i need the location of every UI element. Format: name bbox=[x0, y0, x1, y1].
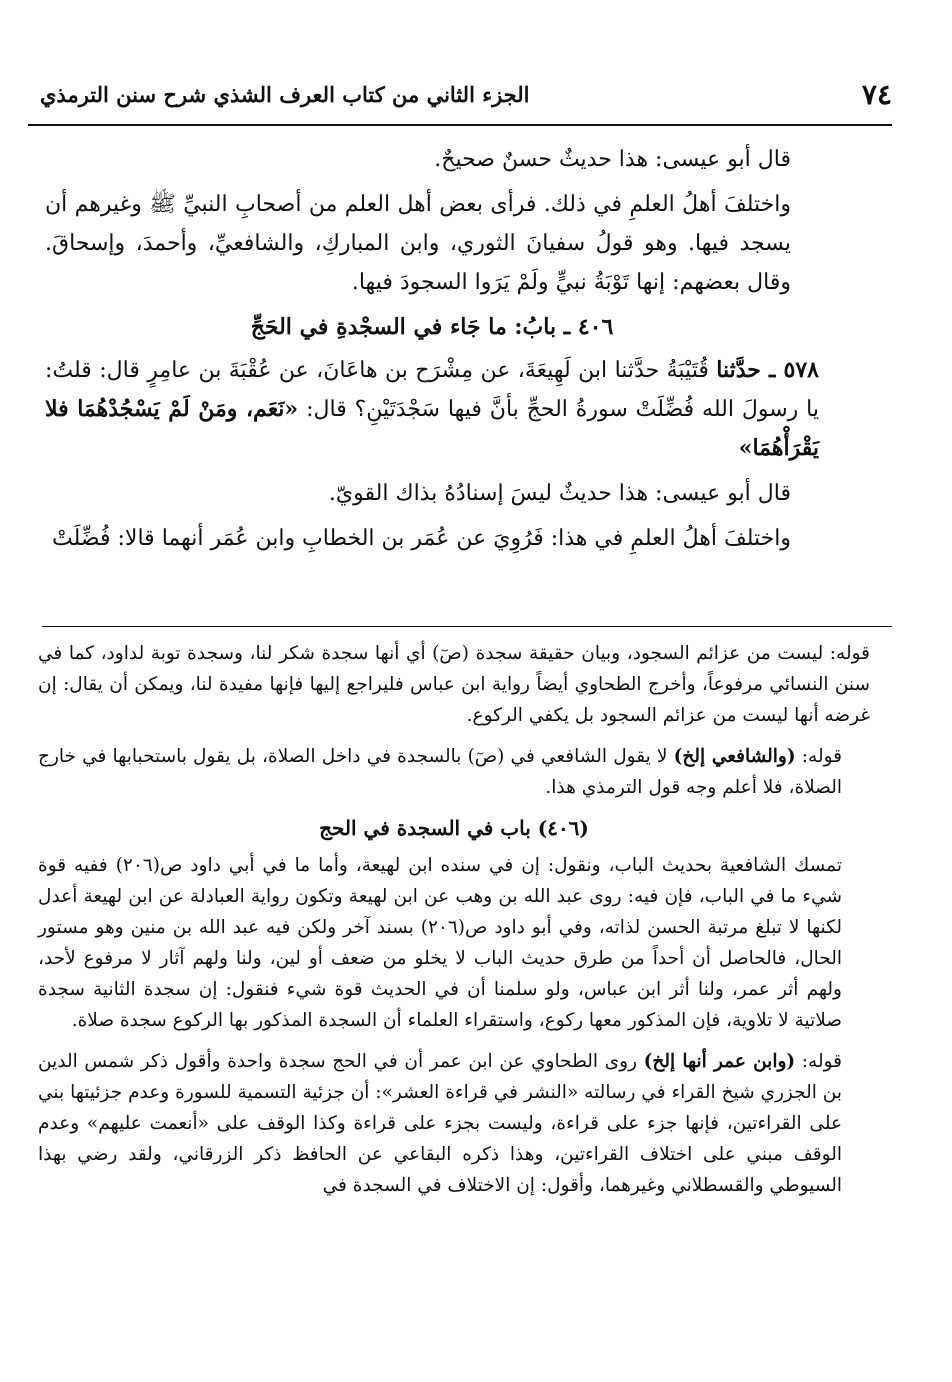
page-number: ٧٤ bbox=[861, 78, 892, 111]
note-2-text: لا يقول الشافعي في (صٓ) بالسجدة في داخل الصلاة، بل يقول باستحبابها في خارج الصلاة، فلا أعلم وجه قول الترمذي هذا. bbox=[38, 746, 842, 798]
note-4-text: روى الطحاوي عن ابن عمر أن في الحج سجدة واحدة وأقول ذكر شمس الدين بن الجزري شيخ القراء في رسالته «النشر في قراءة العشر»: أن جزئية التسمية للسورة وعدم جزئيتها بني على القراءتين، فإنها جزء على قراءة، وليست بجزء على قراءة وكذا الوقف على «أنعمت عليهم» وعدم الوقف مبني على اختلاف القراءتين، وهذا ذكره البقاعي عن الحافظ ذكر الزرقاني، ولقد رضي بهذا السيوطي والقسطلاني وغيرهما، وأقول: إن الاختلاف في السجدة في bbox=[38, 1051, 842, 1196]
main-text bbox=[45, 140, 819, 564]
note-4-lead: قوله: bbox=[801, 1051, 842, 1072]
commentary bbox=[38, 638, 870, 1211]
note-3: تمسك الشافعية بحديث الباب، ونقول: إن في سنده ابن لهيعة، وأما ما في أبي داود ص(٢٠٦) ففيه قوة شيء ما في الباب، فإن فيه: روى عبد الله بن وهب عن ابن لهيعة وتكون رواية العبادلة عن ابن لهيعة أعدل لكنها لا تبلغ مرتبة الحسن لذاته، وفي أبو داود ص(٢٠٦) بسند آخر ولكن فيه عبد الله بن منين وهو مستور الحال، فالحاصل أن أحداً من طرق حديث الباب لا يخلو من ضعف أو لين، ولنا ولهم آثار لا مرفوع لأحد، ولهم أثر عمر، ولنا أثر ابن عباس، ولو سلمنا أن في الحديث قوة شيء فنقول: إن سجدة الثانية سجدة صلاتية لا تلاوية، فإن المذكور معها ركوع، واستقراء العلماء أن السجدة المذكور بها الركوع سجدة صلاة. bbox=[38, 855, 842, 1031]
header-rule bbox=[28, 124, 892, 126]
chapter-heading: ٤٠٦ ـ بابُ: ما جَاء في السجْدةِ في الحَجِّ bbox=[250, 314, 614, 340]
paragraph-4: واختلفَ أهلُ العلمِ في هذا: فَرُوِيَ عن عُمَر بن الخطابِ وابن عُمَر أنهما قالا: فُضِّلَتْ bbox=[52, 526, 791, 551]
running-header bbox=[40, 78, 892, 118]
hadith-text: قُتَيْبَةُ حدَّثنا ابن لَهِيعَةَ، عن مِشْرَح بن هاعَانَ، عن عُقْبَةَ بن عامِرٍ قال: قلتُ: يا رسولَ الله فُضِّلَتْ سورةُ الحجِّ بأنَّ فيها سَجْدَتَيْنِ؟ قال: bbox=[45, 358, 819, 422]
note-4 bbox=[38, 1046, 870, 1201]
note-2-lead: قوله: bbox=[801, 746, 842, 767]
paragraph-3: قال أبو عيسى: هذا حديثٌ ليسَ إسنادُهُ بذاك القويّ. bbox=[328, 481, 791, 506]
note-1: قوله: ليست من عزائم السجود، وبيان حقيقة سجدة (صٓ) أي أنها سجدة شكر لنا، وسجدة توبة لداود، كما في سنن النسائي مرفوعاً، وأخرج الطحاوي أيضاً رواية ابن عباس فليراجع إليها فإنها مفيدة لنا، ويمكن أن يقال: إن غرضه أنها ليست من عزائم السجود بل يكفي الركوع. bbox=[38, 643, 870, 726]
hadith-578 bbox=[45, 351, 819, 468]
footnote-rule bbox=[42, 626, 892, 627]
note-2 bbox=[38, 741, 870, 803]
paragraph-2: واختلفَ أهلُ العلمِ في ذلك. فرأى بعض أهل العلم من أصحابِ النبيِّ ﷺ وغيرهم أن يسجد فيها. وهو قولُ سفيانَ الثوري، وابن المباركِ، والشافعيِّ، وأحمدَ، وإسحاقَ. وقال بعضهم: إنها تَوْبَةُ نبيٍّ ولَمْ يَرَوا السجودَ فيها. bbox=[45, 192, 791, 295]
commentary-chapter-heading: (٤٠٦) باب في السجدة في الحج bbox=[319, 816, 589, 840]
paragraph-1: قال أبو عيسى: هذا حديثٌ حسنٌ صحيحٌ. bbox=[434, 147, 791, 172]
note-2-keyword: (والشافعي إلخ) bbox=[673, 746, 796, 767]
hadith-quote: «نَعَم، ومَنْ لَمْ يَسْجُدْهُمَا فلا يَقْرَأْهُمَا» bbox=[45, 396, 819, 461]
running-title: الجزء الثاني من كتاب العرف الشذي شرح سنن الترمذي bbox=[40, 82, 530, 107]
hadith-number: ٥٧٨ ـ حدَّثنا bbox=[716, 357, 819, 383]
note-4-keyword: (وابن عمر أنها إلخ) bbox=[643, 1051, 796, 1072]
